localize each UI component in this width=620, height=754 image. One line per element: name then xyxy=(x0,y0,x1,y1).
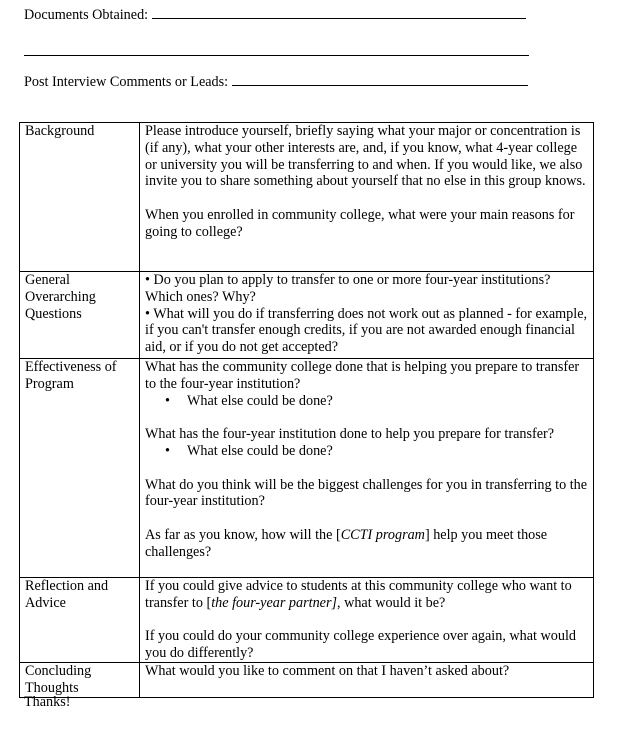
question-text: When you enrolled in community college, what were your main reasons for going to college? xyxy=(145,206,575,240)
bullet-icon: • xyxy=(165,392,170,409)
section-content xyxy=(140,578,594,663)
question-text: What would you like to comment on that I haven’t asked about? xyxy=(145,662,510,679)
documents-obtained-label: Documents Obtained: xyxy=(24,7,149,23)
table-row-reflection xyxy=(20,578,594,663)
question-text: If you could do your community college experience over again, what would you do differently? xyxy=(145,628,577,662)
section-label: Effectiveness of Program xyxy=(20,359,140,578)
post-interview-field xyxy=(24,74,528,91)
section-content xyxy=(140,123,594,272)
question-text: What has the four-year institution done to help you prepare for transfer? xyxy=(145,426,555,443)
documents-obtained-blank xyxy=(152,17,526,19)
bullet-icon: • xyxy=(165,442,170,459)
blank-rule-line xyxy=(24,55,529,56)
sub-bullet: • What else could be done? xyxy=(165,442,333,459)
post-interview-blank xyxy=(232,84,528,86)
question-text: As far as you know, how will the [CCTI program] help you meet those challenges? xyxy=(145,526,548,560)
table-row-background xyxy=(20,123,594,272)
thanks-text: Thanks! xyxy=(24,694,71,710)
table-row-concluding xyxy=(20,662,594,697)
section-content xyxy=(140,359,594,578)
table-row-effectiveness xyxy=(20,359,594,578)
post-interview-label: Post Interview Comments or Leads: xyxy=(24,74,229,90)
bullet-question: • What will you do if transferring does not work out as planned - for example, if you can't transfer enough credits, if you are not awarded enough financial aid, or if you do not get accepted? xyxy=(145,305,588,356)
documents-obtained-field xyxy=(24,7,526,24)
question-text: If you could give advice to students at this community college who want to transfer to [the four-year partner], what would it be? xyxy=(145,578,572,611)
section-label: General Overarching Questions xyxy=(20,272,140,359)
interview-protocol-table xyxy=(19,122,594,698)
bullet-question: • Do you plan to apply to transfer to one or more four-year institutions? Which ones? Why? xyxy=(145,272,551,305)
section-label: Background xyxy=(20,123,140,272)
question-text: Please introduce yourself, briefly saying what your major or concentration is (if any), what your other interests are, and, if you know, what 4-year college or university you will be transferring to and when. If you would like, we also invite you to share something about yourself that no else in this group knows. xyxy=(145,123,586,190)
section-content xyxy=(140,272,594,359)
section-label: Reflection and Advice xyxy=(20,578,140,663)
table-row-general-questions xyxy=(20,272,594,359)
section-content xyxy=(140,662,594,697)
section-label: Concluding Thoughts xyxy=(20,662,140,697)
question-text: What has the community college done that is helping you prepare to transfer to the four-year institution? xyxy=(145,359,580,392)
sub-bullet: • What else could be done? xyxy=(165,392,333,409)
question-text: What do you think will be the biggest challenges for you in transferring to the four-year institution? xyxy=(145,476,588,510)
